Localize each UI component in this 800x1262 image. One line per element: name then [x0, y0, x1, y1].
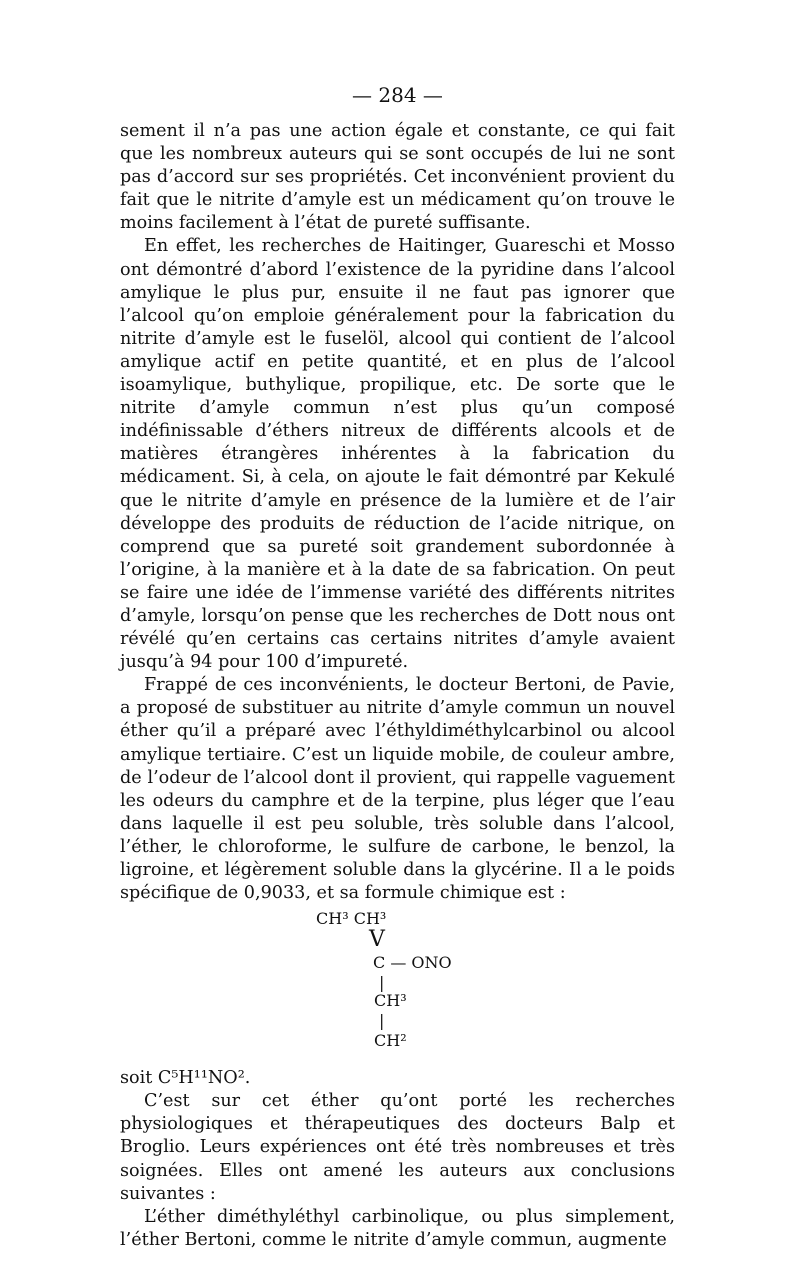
- formula-ch3: CH³: [374, 991, 407, 1011]
- paragraph-bertoni-ether: Frappé de ces inconvénients, le docteur Bertoni, de Pavie, a proposé de substituer au nitrite d’amyle commun un nouvel éther qu’il a préparé avec l’éthyldiméthylcarbinol ou alcool amylique tertiaire. C’est un liquide mobile, de couleur ambre, de l’odeur de l’alcool dont il provient, qui rappelle vaguement les odeurs du camphre et de la terpine, plus léger que l’eau dans laquelle il est peu soluble, très soluble dans l’alcool, l’éther, le chloroforme, le sulfure de carbone, le benzol, la ligroine, et légèrement soluble dans la glycérine. Il a le poids spécifique de 0,9033, et sa formule chimique est :: [120, 675, 675, 904]
- paragraph-continuation: sement il n’a pas une action égale et constante, ce qui fait que les nombreux auteurs qui se sont occupés de lui ne sont pas d’accord sur ses propriétés. Cet inconvénient provient du fait que le nitrite d’amyle est un médicament qu’on trouve le moins facilement à l’état de pureté suffisante.: [120, 121, 675, 234]
- page-number: — 284 —: [352, 83, 443, 107]
- book-page: [120, 78, 675, 1252]
- formula-methyl-groups: CH³ CH³: [316, 909, 387, 929]
- chemical-formula: [120, 909, 675, 1067]
- formula-bond-vee: V: [369, 927, 385, 953]
- formula-ch2: CH²: [374, 1031, 407, 1051]
- formula-carbon-ono: C — ONO: [373, 953, 452, 973]
- paragraph-conclusion-start: L’éther diméthyléthyl carbinolique, ou plus simplement, l’éther Bertoni, comme le nitrite d’amyle commun, augmente: [120, 1206, 675, 1250]
- formula-bond-bar: |: [379, 973, 385, 993]
- paragraph-research: C’est sur cet éther qu’ont porté les recherches physiologiques et thérapeutiques des docteurs Balp et Broglio. Leurs expériences ont été très nombreuses et très soignées. Elles ont amené les auteurs aux conclusions suivantes :: [120, 1091, 675, 1204]
- formula-summary: soit C⁵H¹¹NO².: [120, 1068, 251, 1089]
- formula-bond-bar: |: [379, 1011, 385, 1031]
- paragraph-impurities: En effet, les recherches de Haitinger, Guareschi et Mosso ont démontré d’abord l’existence de la pyridine dans l’alcool amylique le plus pur, ensuite il ne faut pas ignorer que l’alcool qu’on emploie généralement pour la fabrication du nitrite d’amyle est le fuselöl, alcool qui contient de l’alcool amylique actif en petite quantité, et en plus de l’alcool isoamylique, buthylique, propilique, etc. De sorte que le nitrite d’amyle commun n’est plus qu’un composé indéfinissable d’éthers nitreux de différents alcools et de matières étrangères inhérentes à la fabrication du médicament. Si, à cela, on ajoute le fait démontré par Kekulé que le nitrite d’amyle en présence de la lumière et de l’air développe des produits de réduction de l’acide nitrique, on comprend que sa pureté soit grandement subordonnée à l’origine, à la manière et à la date de sa fabrication. On peut se faire une idée de l’immense variété des différents nitrites d’amyle, lorsqu’on pense que les recherches de Dott nous ont révélé qu’en certains cas certains nitrites d’amyle avaient jusqu’à 94 pour 100 d’impureté.: [120, 236, 675, 673]
